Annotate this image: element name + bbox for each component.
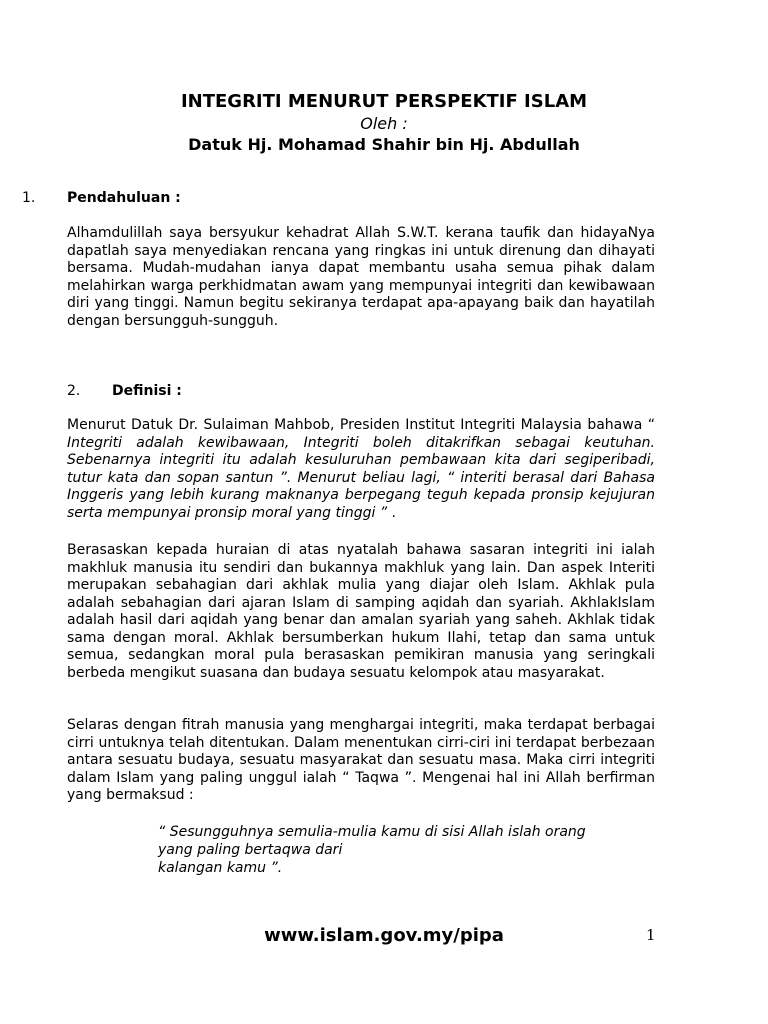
section-2-paragraph-3: Selaras dengan fitrah manusia yang menghargai integriti, maka terdapat berbagai cirri untuknya telah ditentukan. Dalam menentukan cirri-ciri ini terdapat berbezaan antara sesuatu budaya, sesuatu masyarakat dan sesuatu masa. Maka cirri integriti dalam Islam yang paling unggul ialah “ Taqwa ”. Mengenai hal ini Allah berfirman yang bermaksud : [67, 717, 655, 803]
section-2-paragraph-2: Berasaskan kepada huraian di atas nyatalah bahawa sasaran integriti ini ialah makhluk manusia itu sendiri dan bukannya makhluk yang lain. Dan aspek Interiti merupakan sebahagian dari akhlak mulia yang diajar oleh Islam. Akhlak pula adalah sebahagian dari ajaran Islam di samping aqidah dan syariah. AkhlakIslam adalah hasil dari aqidah yang benar dan amalan syariah yang saheh. Akhlak tidak sama dengan moral. Akhlak bersumberkan hukum Ilahi, tetap dan sama untuk semua, sedangkan moral pula berasaskan pemikiran manusia yang seringkali berbeda mengikut suasana dan budaya sesuatu kelompok atau masyarakat. [67, 542, 655, 681]
section-2-number: 2. [67, 383, 81, 399]
definition-intro: Menurut Datuk Dr. Sulaiman Mahbob, Presiden Institut Integriti Malaysia bahawa “ [67, 417, 655, 433]
author-name: Datuk Hj. Mohamad Shahir bin Hj. Abdullah [188, 135, 580, 154]
quote-line-2: yang paling bertaqwa dari [158, 842, 343, 858]
document-title: INTEGRITI MENURUT PERSPEKTIF ISLAM [180, 91, 588, 112]
section-1-heading: Pendahuluan : [67, 190, 181, 206]
by-label: Oleh : [360, 114, 408, 133]
section-2-paragraph-1 [67, 417, 655, 522]
section-1-paragraph: Alhamdulillah saya bersyukur kehadrat Allah S.W.T. kerana taufik dan hidayaNya dapatlah saya menyediakan rencana yang ringkas ini untuk direnung dan dihayati bersama. Mudah-mudahan ianya dapat membantu usaha semua pihak dalam melahirkan warga perkhidmatan awam yang mempunyai integriti dan kewibawaan diri yang tinggi. Namun begitu sekiranya terdapat apa-apayang baik dan hayatilah dengan bersungguh-sungguh. [67, 225, 655, 329]
quote-line-1: “ Sesungguhnya semulia-mulia kamu di sisi Allah islah orang [158, 824, 586, 840]
quranic-quote [158, 823, 658, 877]
section-1-number: 1. [22, 190, 36, 206]
section-2-heading: Definisi : [112, 383, 182, 399]
quote-line-3: kalangan kamu ”. [158, 860, 283, 876]
page-number: 1 [646, 926, 656, 944]
definition-quote: Integriti adalah kewibawaan, Integriti boleh ditakrifkan sebagai keutuhan. Sebenarnya integriti itu adalah kesuluruhan pembawaan kita dari segiperibadi, tutur kata dan sopan santun ”. Menurut beliau lagi, “ interiti berasal dari Bahasa Inggeris yang lebih kurang maknanya berpegang teguh kepada pronsip kejujuran serta mempunyai pronsip moral yang tinggi ” [67, 434, 655, 521]
footer-url: www.islam.gov.my/pipa [264, 925, 504, 946]
definition-end: . [387, 504, 396, 521]
